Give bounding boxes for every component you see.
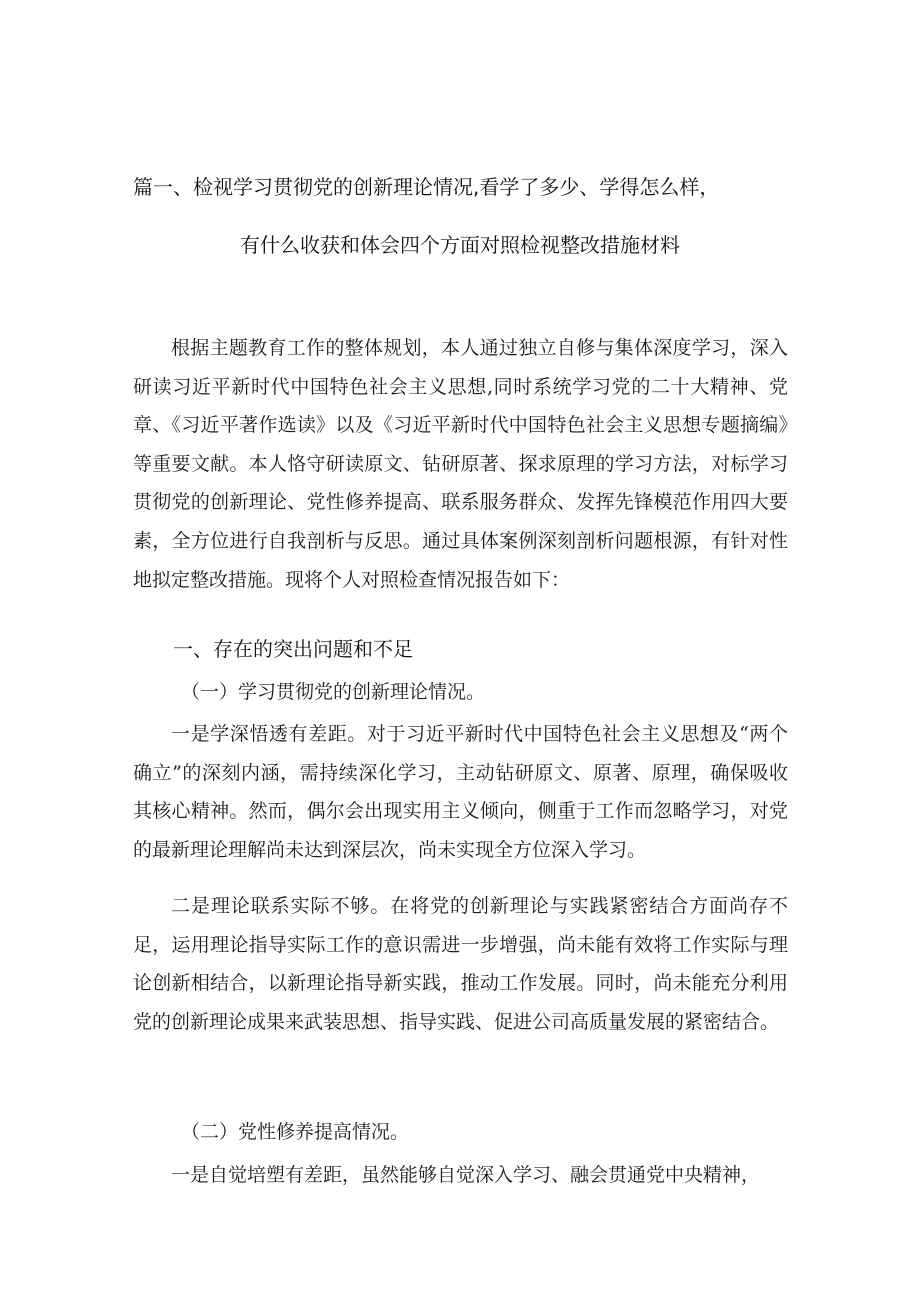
intro-paragraph: 根据主题教育工作的整体规划，本人通过独立自修与集体深度学习，深入研读习近平新时代中国特色社会主义思想,同时系统学习党的二十大精神、党章、《习近平著作选读》以及《习近平新时代中国特色社会主义思想专题摘编》等重要文献。本人恪守研读原文、钻研原著、探求原理的学习方法，对标学习贯彻党的创新理论、党性修养提高、联系服务群众、发挥先锋模范作用四大要素，全方位进行自我剖析与反思。通过具体案例深刻剖析问题根源，有针对性地拟定整改措施。现将个人对照检查情况报告如下： [133, 337, 788, 591]
point-paragraph-3: 一是自觉培塑有差距，虽然能够自觉深入学习、融会贯通党中央精神， [171, 1164, 761, 1186]
point-paragraph-2: 二是理论联系实际不够。在将党的创新理论与实践紧密结合方面尚存不足，运用理论指导实际工作的意识需进一步增强，尚未能有效将工作实际与理论创新相结合，以新理论指导新实践，推动工作发展。同时，尚未能充分利用党的创新理论成果来武装思想、指导实践、促进公司高质量发展的紧密结合。 [133, 895, 788, 1033]
document-title-line-2: 有什么收获和体会四个方面对照检视整改措施材料 [240, 233, 680, 257]
subsection-heading-theory: （一）学习贯彻党的创新理论情况。 [181, 681, 486, 703]
subsection-heading-party-spirit: （二）党性修养提高情况。 [181, 1121, 410, 1143]
section-heading-problems: 一、存在的突出问题和不足 [173, 637, 413, 661]
document-title-line-1: 篇一、检视学习贯彻党的创新理论情况,看学了多少、学得怎么样， [133, 175, 720, 199]
point-paragraph-1: 一是学深悟透有差距。对于习近平新时代中国特色社会主义思想及“两个确立”的深刻内涵，需持续深化学习，主动钻研原文、原著、原理，确保吸收其核心精神。然而，偶尔会出现实用主义倾向，侧重于工作而忽略学习，对党的最新理论理解尚未达到深层次，尚未实现全方位深入学习。 [133, 723, 788, 861]
